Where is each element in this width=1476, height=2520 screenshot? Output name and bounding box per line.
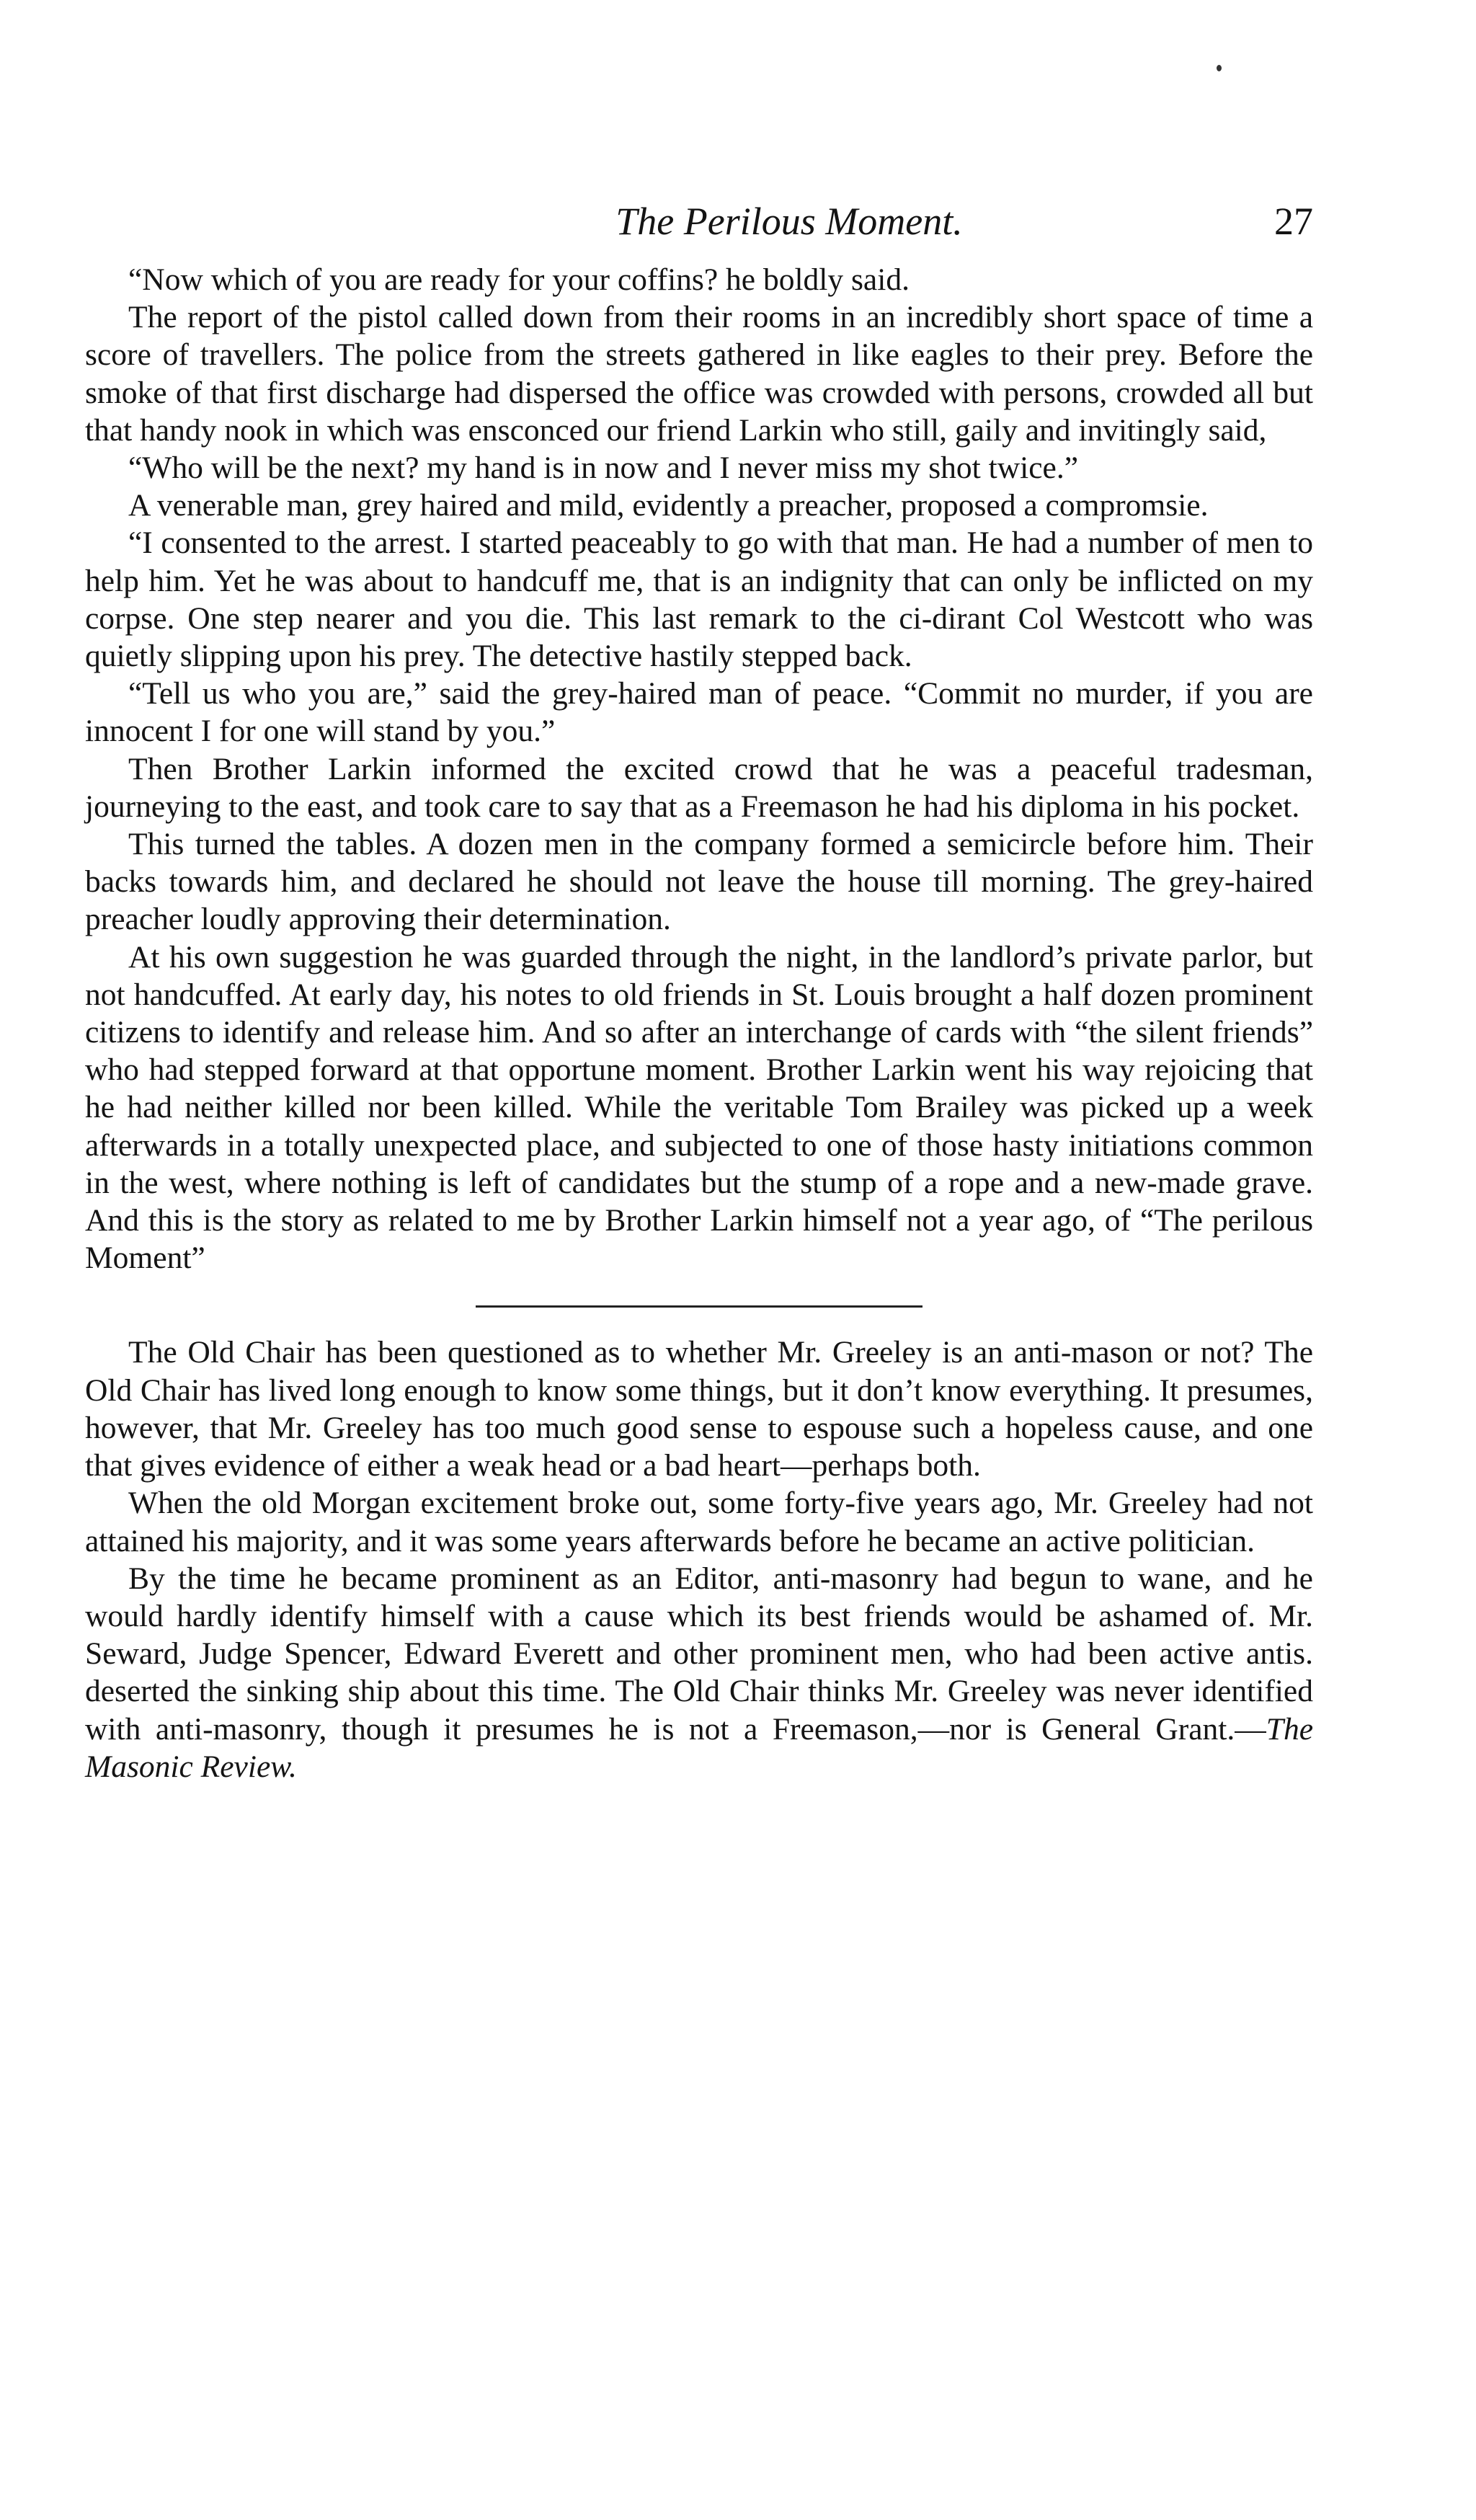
- article-paragraph-2: When the old Morgan excitement broke out, some forty-five years ago, Mr. Greeley had not attained his majority, and it was some years afterwards before he became an active politician.: [85, 1486, 1313, 1558]
- source-citation: The Masonic Review.: [85, 1711, 1313, 1784]
- story-paragraph-7: Then Brother Larkin informed the excited crowd that he was a peaceful tradesman, journeying to the east, and took care to say that as a Freemason he had his diploma in his pocket.: [85, 751, 1313, 824]
- story-paragraph-6: “Tell us who you are,” said the grey-haired man of peace. “Commit no murder, if you are innocent I for one will stand by you.”: [85, 676, 1313, 749]
- story-paragraph-1: “Now which of you are ready for your coffins? he boldly said.: [128, 262, 910, 297]
- story-paragraph-5: “I consented to the arrest. I started peaceably to go with that man. He had a number of men to help him. Yet he was about to handcuff me, that is an indignity that can only be inflicted on my corpse. One step nearer and you die. This last remark to the ci-dirant Col Westcott who was quietly slipping upon his prey. The detective hastily stepped back.: [85, 525, 1313, 674]
- story-paragraph-4: A venerable man, grey haired and mild, evidently a preacher, proposed a compromsie.: [128, 488, 1209, 523]
- story-text: [85, 261, 1313, 1277]
- running-head: [85, 195, 1313, 248]
- article-paragraph-3: [85, 1560, 1313, 1785]
- book-page: [85, 195, 1313, 1785]
- story-paragraph-2: The report of the pistol called down from their rooms in an incredibly short space of time a score of travellers. The police from the streets gathered in like eagles to their prey. Before the smoke of that first discharge had dispersed the office was crowded with persons, crowded all but that handy nook in which was ensconced our friend Larkin who still, gaily and invitingly said,: [85, 300, 1313, 448]
- running-title: The Perilous Moment.: [615, 200, 963, 243]
- article-paragraph-3-text: By the time he became prominent as an Editor, anti-masonry had begun to wane, and he would hardly identify himself with a cause which its best friends would be ashamed of. Mr. Seward, Judge Spencer, Edward Everett and other prominent men, who had been active antis. deserted the sinking ship about this time. The Old Chair thinks Mr. Greeley was never identified with anti-masonry, though it presumes he is not a Freemason,—nor is General Grant.—: [85, 1561, 1313, 1747]
- article-paragraph-1: The Old Chair has been questioned as to whether Mr. Greeley is an anti-mason or not? The Old Chair has lived long enough to know some things, but it don’t know everything. It presumes, however, that Mr. Greeley has too much good sense to espouse such a hopeless cause, and one that gives evidence of either a weak head or a bad heart—perhaps both.: [85, 1335, 1313, 1483]
- article-text: [85, 1334, 1313, 1785]
- story-paragraph-9: At his own suggestion he was guarded through the night, in the landlord’s private parlor, but not handcuffed. At early day, his notes to old friends in St. Louis brought a half dozen prominent citizens to identify and release him. And so after an interchange of cards with “the silent friends” who had stepped forward at that opportune moment. Brother Larkin went his way rejoicing that he had neither killed nor been killed. While the veritable Tom Brailey was picked up a week afterwards in a totally unexpected place, and subjected to one of those hasty initiations common in the west, where nothing is left of candidates but the stump of a rope and a new-made grave. And this is the story as related to me by Brother Larkin himself not a year ago, of “The perilous Moment”: [85, 939, 1313, 1276]
- page-number: 27: [1274, 200, 1313, 243]
- story-paragraph-3: “Who will be the next? my hand is in now and I never miss my shot twice.”: [128, 451, 1078, 486]
- story-paragraph-8: This turned the tables. A dozen men in the company formed a semicircle before him. Their backs towards him, and declared he should not leave the house till morning. The grey-haired preacher loudly approving their determination.: [85, 827, 1313, 937]
- ink-speck: [1217, 65, 1222, 71]
- section-divider: [476, 1305, 922, 1308]
